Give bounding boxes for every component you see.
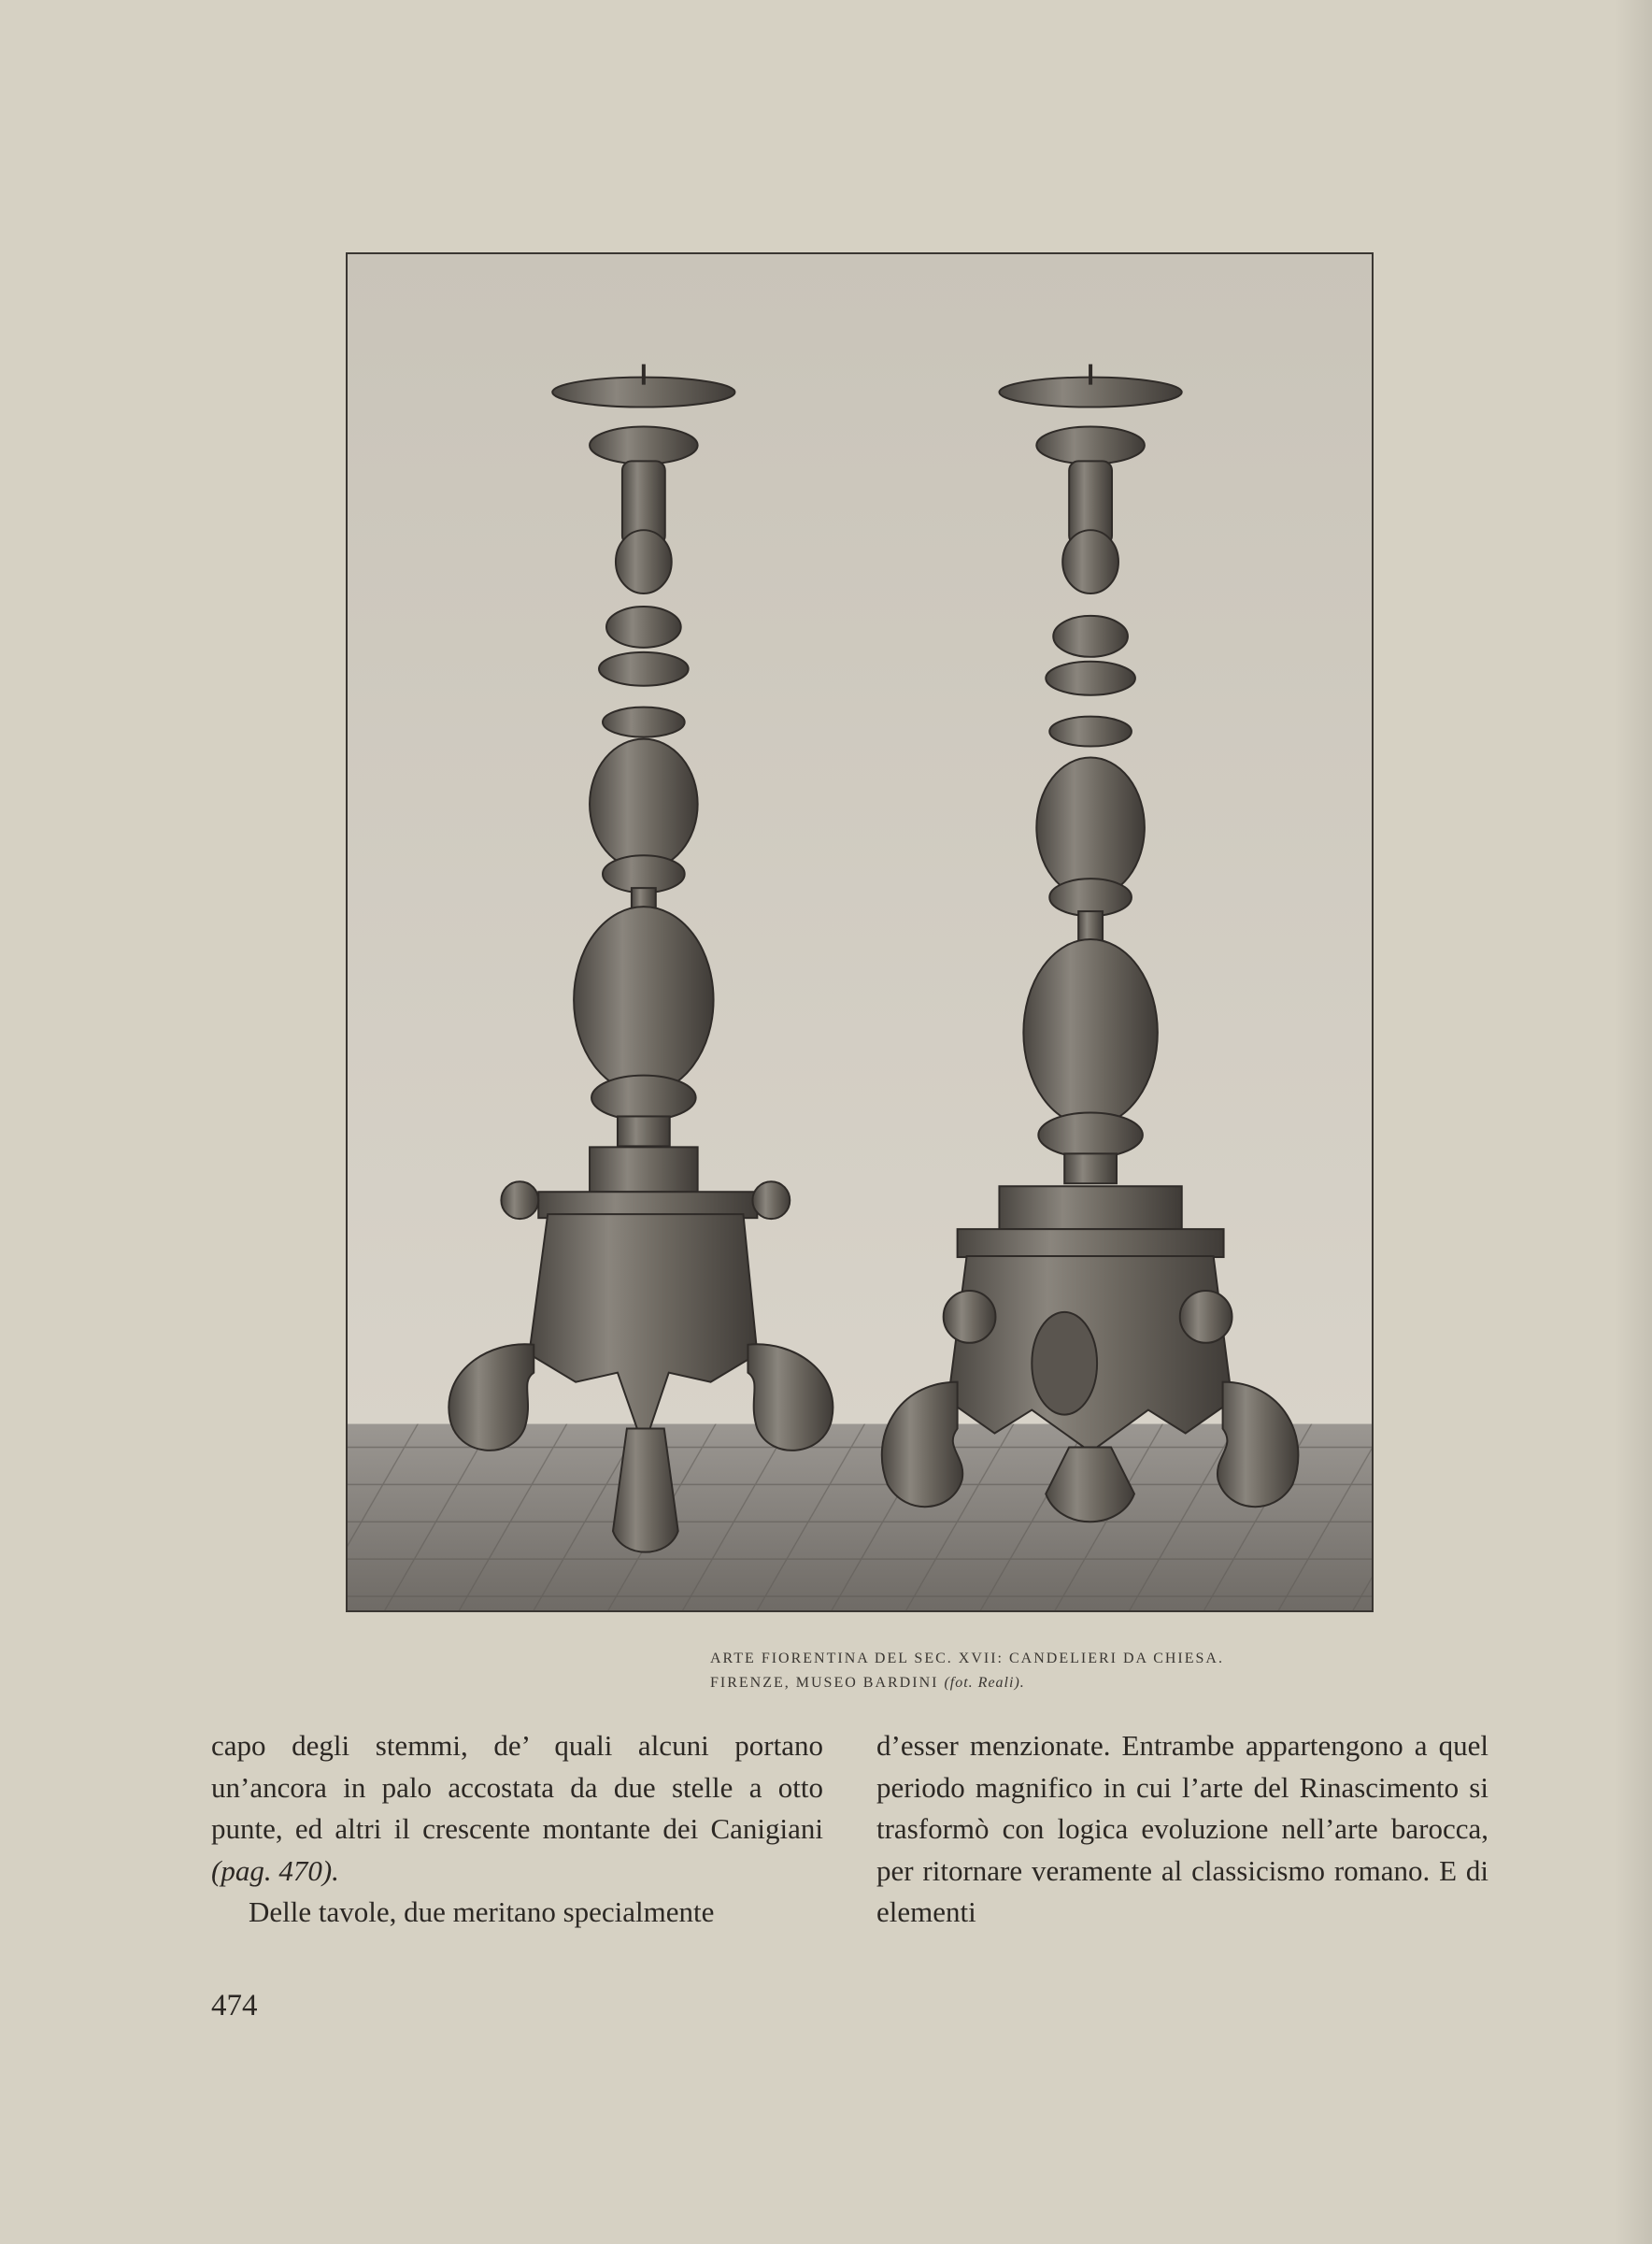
page-edge-shadow	[1615, 0, 1652, 2244]
caption-line-2	[710, 1671, 1364, 1695]
page-number: 474	[211, 1989, 258, 2022]
left-paragraph-1-text: capo degli stemmi, de’ quali alcuni portano un’ancora in palo accostata da due stelle a otto punte, ed altri il crescente montante dei Canigiani	[211, 1729, 823, 1845]
caption-photo-credit: (fot. Reali).	[944, 1675, 1025, 1691]
text-column-right	[876, 1725, 1488, 1934]
right-paragraph: d’esser menzionate. Entrambe appartengono a quel periodo magnifico in cui l’arte del Rinascimento si trasformò con logica evoluzione nell’arte barocca, per ritornare veramente al classicismo romano. E di elementi	[876, 1729, 1488, 1928]
text-column-left	[211, 1725, 823, 1934]
left-paragraph-1	[211, 1725, 823, 1892]
photo-plate	[346, 252, 1374, 1612]
left-paragraph-2: Delle tavole, due meritano specialmente	[249, 1895, 715, 1928]
caption-location: FIRENZE, MUSEO BARDINI	[710, 1675, 939, 1691]
page-cross-reference: (pag. 470).	[211, 1853, 339, 1887]
caption-line-1: ARTE FIORENTINA DEL SEC. XVII: CANDELIERI DA CHIESA.	[710, 1651, 1224, 1666]
candlesticks-photograph	[348, 254, 1372, 1610]
figure-caption	[710, 1647, 1364, 1695]
